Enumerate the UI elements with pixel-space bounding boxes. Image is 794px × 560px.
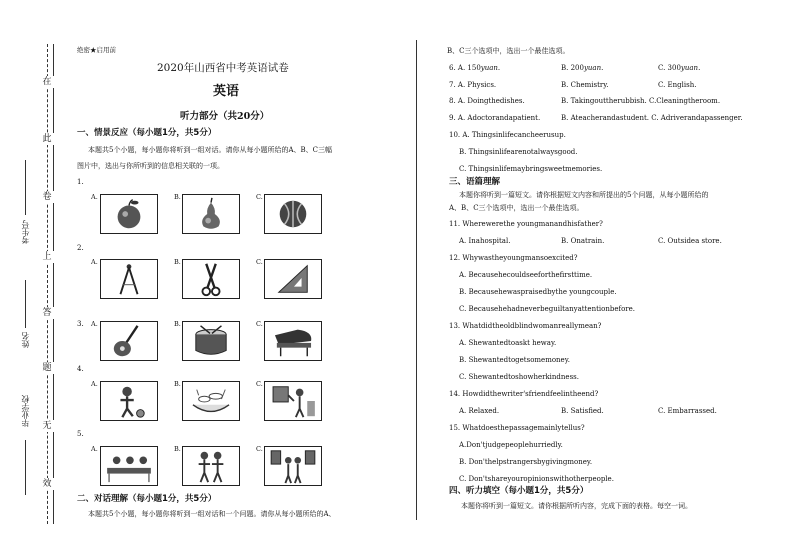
section3-instruction-cont: A、B、C三个选项中，选出一个最佳选项。 — [449, 204, 584, 212]
school-label: 毕业学校 — [21, 395, 30, 427]
option-label: C. — [256, 258, 263, 266]
section1-title: 一、情景反应（每小题1分，共5分） — [77, 128, 217, 138]
binding-char: 此 — [40, 133, 54, 145]
question-number: 2. — [77, 244, 84, 252]
secret-mark: 绝密★启用前 — [77, 46, 116, 54]
q14-option-c: C. Embarrassed. — [658, 407, 717, 415]
dishes-icon — [182, 381, 240, 421]
q12-question: 12. Whywastheyoungmansoexcited? — [449, 254, 578, 262]
option-label: A. — [91, 445, 98, 453]
q15-option-a: A.Don'tjudgepeoplehurriedly. — [459, 441, 563, 449]
section1-instruction-cont: 图片中，选出与你所听到的信息相关联的一项。 — [77, 162, 224, 170]
q7-option-a: 7. A. Physics. — [449, 81, 497, 89]
classroom-icon — [100, 446, 158, 486]
option-label: A. — [91, 380, 98, 388]
q13-option-a: A. Shewantedtoaskt heway. — [459, 339, 557, 347]
drum-icon — [182, 321, 240, 361]
section2-instruction-cont: B、C三个选项中，选出一个最佳选项。 — [447, 47, 570, 55]
girl-painting-icon — [264, 381, 322, 421]
q12-option-a: A. Becausehecouldseeforthefirsttime. — [459, 271, 593, 279]
option-label: A. — [91, 193, 98, 201]
part-title: 听力部分（共20分） — [180, 111, 270, 122]
kids-talking-icon — [182, 446, 240, 486]
q10-option-c: C. Thingsinlifemaybringsweetmemories. — [459, 165, 603, 173]
q14-question: 14. Howdidthewriter'sfriendfeelintheend? — [449, 390, 599, 398]
q11-option-b: B. Onatrain. — [561, 237, 605, 245]
section3-instruction: 本题你将听到一篇短文。请你根据短文内容和所提出的5个问题，从每小题所给的 — [459, 191, 709, 199]
option-label: B. — [174, 258, 181, 266]
student-id-line — [25, 160, 26, 215]
q14-option-b: B. Satisfied. — [561, 407, 604, 415]
q10-option-b: B. Thingsinlifearenotalwaysgood. — [459, 148, 578, 156]
binding-char: 答 — [40, 307, 54, 319]
binding-char: 卷 — [40, 191, 54, 203]
pear-icon — [182, 194, 240, 234]
piano-icon — [264, 321, 322, 361]
name-label: 姓名 — [21, 332, 30, 348]
section3-title: 三、语篇理解 — [449, 177, 501, 187]
q13-question: 13. Whatdidtheoldblindwomanreallymean? — [449, 322, 602, 330]
question-number: 4. — [77, 365, 84, 373]
q11-option-c: C. Outsidea store. — [658, 237, 722, 245]
option-label: B. — [174, 445, 181, 453]
binding-solid-line — [53, 44, 54, 524]
binding-char: 在 — [40, 76, 54, 88]
q13-option-c: C. Shewantedtoshowherkindness. — [459, 373, 579, 381]
binding-char: 上 — [40, 251, 54, 263]
binding-margin — [0, 0, 72, 560]
q10-option-a: 10. A. Thingsinlifecancheerusup. — [449, 131, 566, 139]
student-id-label: 考生号 — [21, 220, 30, 244]
compass-icon — [100, 259, 158, 299]
q12-option-c: C. Becausehehadneverbeguiltanyattentionbefore. — [459, 305, 635, 313]
binding-dashed-line — [47, 44, 48, 524]
scissors-icon — [182, 259, 240, 299]
q14-option-a: A. Relaxed. — [459, 407, 500, 415]
option-label: C. — [256, 193, 263, 201]
section4-title: 四、听力填空（每小题1分，共5分） — [449, 486, 589, 496]
q15-option-c: C. Don'tshareyouropinionswithotherpeople. — [459, 475, 614, 483]
q8-option-a: 8. A. Doingthedishes. — [449, 97, 525, 105]
option-label: B. — [174, 320, 181, 328]
q12-option-b: B. Becausehewaspraisedbythe youngcouple. — [459, 288, 617, 296]
option-label: A. — [91, 320, 98, 328]
exam-title: 2020年山西省中考英语试卷 — [157, 62, 289, 74]
name-line — [25, 280, 26, 328]
option-label: C. — [256, 445, 263, 453]
subject-title: 英语 — [213, 84, 240, 99]
section4-instruction: 本题你将听到一篇短文。请你根据所听内容，完成下面的表格。每空一词。 — [461, 502, 692, 510]
q9-option-a: 9. A. Adoctorandapatient. — [449, 114, 541, 122]
question-number: 1. — [77, 178, 84, 186]
school-line — [25, 440, 26, 495]
boy-soccer-icon — [100, 381, 158, 421]
question-number: 3. — [77, 320, 84, 328]
option-label: C. — [256, 380, 263, 388]
binding-char: 题 — [40, 362, 54, 374]
option-label: C. — [256, 320, 263, 328]
guitar-icon — [100, 321, 158, 361]
section2-instruction: 本题共5个小题，每小题你将听到一组对话和一个问题。请你从每小题所给的A、 — [88, 510, 336, 518]
q8-option-bc: B. Takingouttherubbish. C.Cleaningtheroom. — [561, 97, 721, 105]
q15-question: 15. Whatdoesthepassagemainlytellus? — [449, 424, 585, 432]
section1-instruction: 本题共5个小题，每小题你将听到一组对话。请你从每小题所给的A、B、C三幅 — [88, 146, 333, 154]
option-label: B. — [174, 193, 181, 201]
apple-icon — [100, 194, 158, 234]
column-divider — [416, 40, 417, 520]
q6-option-c: C. 300yuan. — [658, 64, 701, 72]
q15-option-b: B. Don'thelpstrangersbygivingmoney. — [459, 458, 593, 466]
binding-char: 效 — [40, 478, 54, 490]
q9-option-bc: B. Ateacherandastudent. C. Adriverandapassenger. — [561, 114, 743, 122]
set-square-icon — [264, 259, 322, 299]
q6-option-b: B. 200yuan. — [561, 64, 604, 72]
question-number: 5. — [77, 430, 84, 438]
q7-option-c: C. English. — [658, 81, 697, 89]
section2-title: 二、对话理解（每小题1分，共5分） — [77, 494, 217, 504]
q13-option-b: B. Shewantedtogetsomemoney. — [459, 356, 570, 364]
q11-option-a: A. Inahospital. — [459, 237, 511, 245]
option-label: A. — [91, 258, 98, 266]
q6-option-a: 6. A. 150yuan. — [449, 64, 501, 72]
q11-question: 11. Wherewerethe youngmanandhisfather? — [449, 220, 603, 228]
binding-char: 无 — [40, 420, 54, 432]
watermelon-icon — [264, 194, 322, 234]
option-label: B. — [174, 380, 181, 388]
q7-option-b: B. Chemistry. — [561, 81, 609, 89]
museum-icon — [264, 446, 322, 486]
